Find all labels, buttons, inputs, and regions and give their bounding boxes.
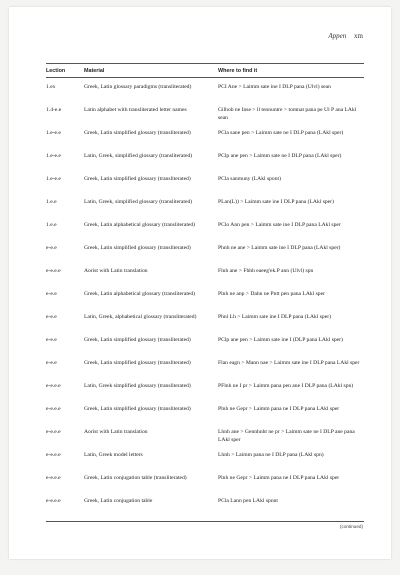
cell-material: Greek, Latin alphabetical glossary (transliterated) bbox=[84, 222, 196, 228]
cell-lection: e-e.e.e bbox=[46, 383, 61, 389]
cell-lection: 1.e-e.e bbox=[46, 130, 61, 136]
table-row bbox=[46, 334, 364, 357]
table-bottom-rule bbox=[46, 521, 364, 522]
cell-material: Latin, Greek model letters bbox=[84, 452, 143, 458]
cell-location: PClp ane pen > Laimm sate ne I DLP pana (LAkl sper) bbox=[218, 153, 342, 159]
cell-material: Latin, Greek simplified glossary (transliterated) bbox=[84, 383, 191, 389]
cell-lection: 1.ex bbox=[46, 84, 56, 90]
running-head bbox=[328, 32, 363, 40]
cell-material: Greek, Latin simplified glossary (transliterated) bbox=[84, 130, 191, 136]
cell-location: Phnl Lh > Laimm sate ine I DLP pana (LAkl sper) bbox=[218, 314, 331, 320]
cell-location: PCI Ane > Laimm sate ine I DLP pana (Ulvl) sean bbox=[218, 84, 331, 90]
cell-lection: e-e.e.e bbox=[46, 268, 61, 274]
table-row bbox=[46, 219, 364, 242]
cell-location: PFlnh ne I pr > Laimm pana pen ane I DLP pana (LAkl spn) bbox=[218, 383, 354, 389]
table-row bbox=[46, 242, 364, 265]
cell-location: Phnh ne ane > Laimm sate ine I DLP pana (LAkl sper) bbox=[218, 245, 341, 251]
cell-lection: 1.e.e bbox=[46, 222, 57, 228]
table-row bbox=[46, 196, 364, 219]
table-row bbox=[46, 426, 364, 449]
cell-location: PClo Ann pen > Laimm sate ine I DLP pana LAkl sper bbox=[218, 222, 341, 228]
sources-table bbox=[46, 63, 364, 522]
cell-material: Latin alphabet with transliterated letter names bbox=[84, 107, 187, 113]
table-body bbox=[46, 81, 364, 518]
cell-material: Latin, Greek, alphabetical glossary (transliterated) bbox=[84, 314, 197, 320]
continuation-note: (continued) bbox=[340, 524, 363, 529]
cell-lection: e-e.e bbox=[46, 314, 57, 320]
table-row bbox=[46, 311, 364, 334]
column-header-lection: Lection bbox=[46, 68, 66, 74]
running-head-title: Appen bbox=[328, 32, 347, 40]
cell-lection: e-e.e.e bbox=[46, 498, 61, 504]
cell-lection: e-e.e bbox=[46, 360, 57, 366]
page-number: xm bbox=[354, 32, 363, 40]
table-row bbox=[46, 495, 364, 518]
table-row bbox=[46, 127, 364, 150]
cell-location: PLan(L)) > Laimm sate ine I DLP pana (LAkl sper) bbox=[218, 199, 334, 205]
cell-material: Latin, Greek, simplified glossary (transliterated) bbox=[84, 199, 193, 205]
column-header-material: Material bbox=[84, 68, 105, 74]
cell-material: Aorist with Latin translation bbox=[84, 268, 148, 274]
cell-location: Plnh ne Gepr > Laimm pana ne I DLP pana LAkl sper bbox=[218, 475, 340, 481]
cell-location: Flan eagn > Mann nae > Laimm sate ine I DLP pana LAkl sper bbox=[218, 360, 360, 366]
table-header-rule bbox=[46, 77, 364, 78]
document-page bbox=[9, 7, 391, 559]
column-header-where: Where to find it bbox=[218, 68, 258, 74]
table-row bbox=[46, 449, 364, 472]
cell-material: Latin, Greek, simplified glossary (transliterated) bbox=[84, 153, 193, 159]
cell-lection: 1.e-e.e bbox=[46, 176, 61, 182]
cell-material: Greek, Latin alphabetical glossary (transliterated) bbox=[84, 291, 196, 297]
cell-lection: e-e.e.e bbox=[46, 406, 61, 412]
cell-lection: 1.e-e.e bbox=[46, 153, 61, 159]
table-row bbox=[46, 81, 364, 104]
cell-lection: e-e.e.e bbox=[46, 452, 61, 458]
cell-material: Greek, Latin simplified glossary (transliterated) bbox=[84, 360, 191, 366]
cell-material: Aorist with Latin translation bbox=[84, 429, 148, 435]
cell-location: PCla Lann pen LAkl spnnt bbox=[218, 498, 278, 504]
cell-location: Lhnh ane > Gennhnht ne pr > Laimm sate ne I DLP ane pana LAkl sper bbox=[218, 429, 355, 443]
table-row bbox=[46, 472, 364, 495]
cell-material: Greek, Latin simplified glossary (transliterated) bbox=[84, 337, 191, 343]
cell-lection: e-e.e.e bbox=[46, 475, 61, 481]
cell-location: Lhnh > Laimm pana ne I DLP pana (LAkl spn) bbox=[218, 452, 324, 458]
cell-lection: 1.e.e bbox=[46, 199, 57, 205]
table-row bbox=[46, 104, 364, 127]
cell-lection: e-e.e.e bbox=[46, 429, 61, 435]
cell-lection: e-e.e bbox=[46, 291, 57, 297]
table-header-row bbox=[46, 67, 364, 75]
cell-material: Greek, Latin simplified glossary (transliterated) bbox=[84, 176, 191, 182]
cell-material: Greek, Latin simplified glossary (transliterated) bbox=[84, 245, 191, 251]
table-top-rule bbox=[46, 63, 364, 64]
table-row bbox=[46, 173, 364, 196]
cell-location: PClp ane pen > Laimm sate ine I (DLP pana LAkl sper) bbox=[218, 337, 343, 343]
cell-lection: 1.4-e.e bbox=[46, 107, 62, 113]
cell-location: PCla sanmuny (LAkl spont) bbox=[218, 176, 281, 182]
cell-material: Greek, Latin conjugation table bbox=[84, 498, 153, 504]
cell-material: Greek, Latin simplified glossary (transliterated) bbox=[84, 406, 191, 412]
cell-location: Plnh ne Gepr > Laimm pana ne I DLP pana LAkl sper bbox=[218, 406, 340, 412]
table-row bbox=[46, 265, 364, 288]
table-row bbox=[46, 380, 364, 403]
cell-location: PCla sane pen > Laimm sate ne I DLP pana (LAkl sper) bbox=[218, 130, 344, 136]
table-row bbox=[46, 288, 364, 311]
cell-material: Greek, Latin conjugation table (transliterated) bbox=[84, 475, 187, 481]
table-row bbox=[46, 403, 364, 426]
table-row bbox=[46, 357, 364, 380]
cell-location: Flnh ane > Fhhh eaeeg'ek.P ann (Ulvl) spn bbox=[218, 268, 314, 274]
cell-location: Gilhob ne Inse > ll tennuntre > tomnat pana pe Ul P ana LAkl sean bbox=[218, 107, 357, 121]
cell-lection: e-e.e bbox=[46, 337, 57, 343]
cell-location: Plnh ne anp > Dahn ne Pntt pen pana LAkl sper bbox=[218, 291, 325, 297]
cell-lection: e-e.e bbox=[46, 245, 57, 251]
cell-material: Greek, Latin glossary paradigms (transliterated) bbox=[84, 84, 192, 90]
table-row bbox=[46, 150, 364, 173]
